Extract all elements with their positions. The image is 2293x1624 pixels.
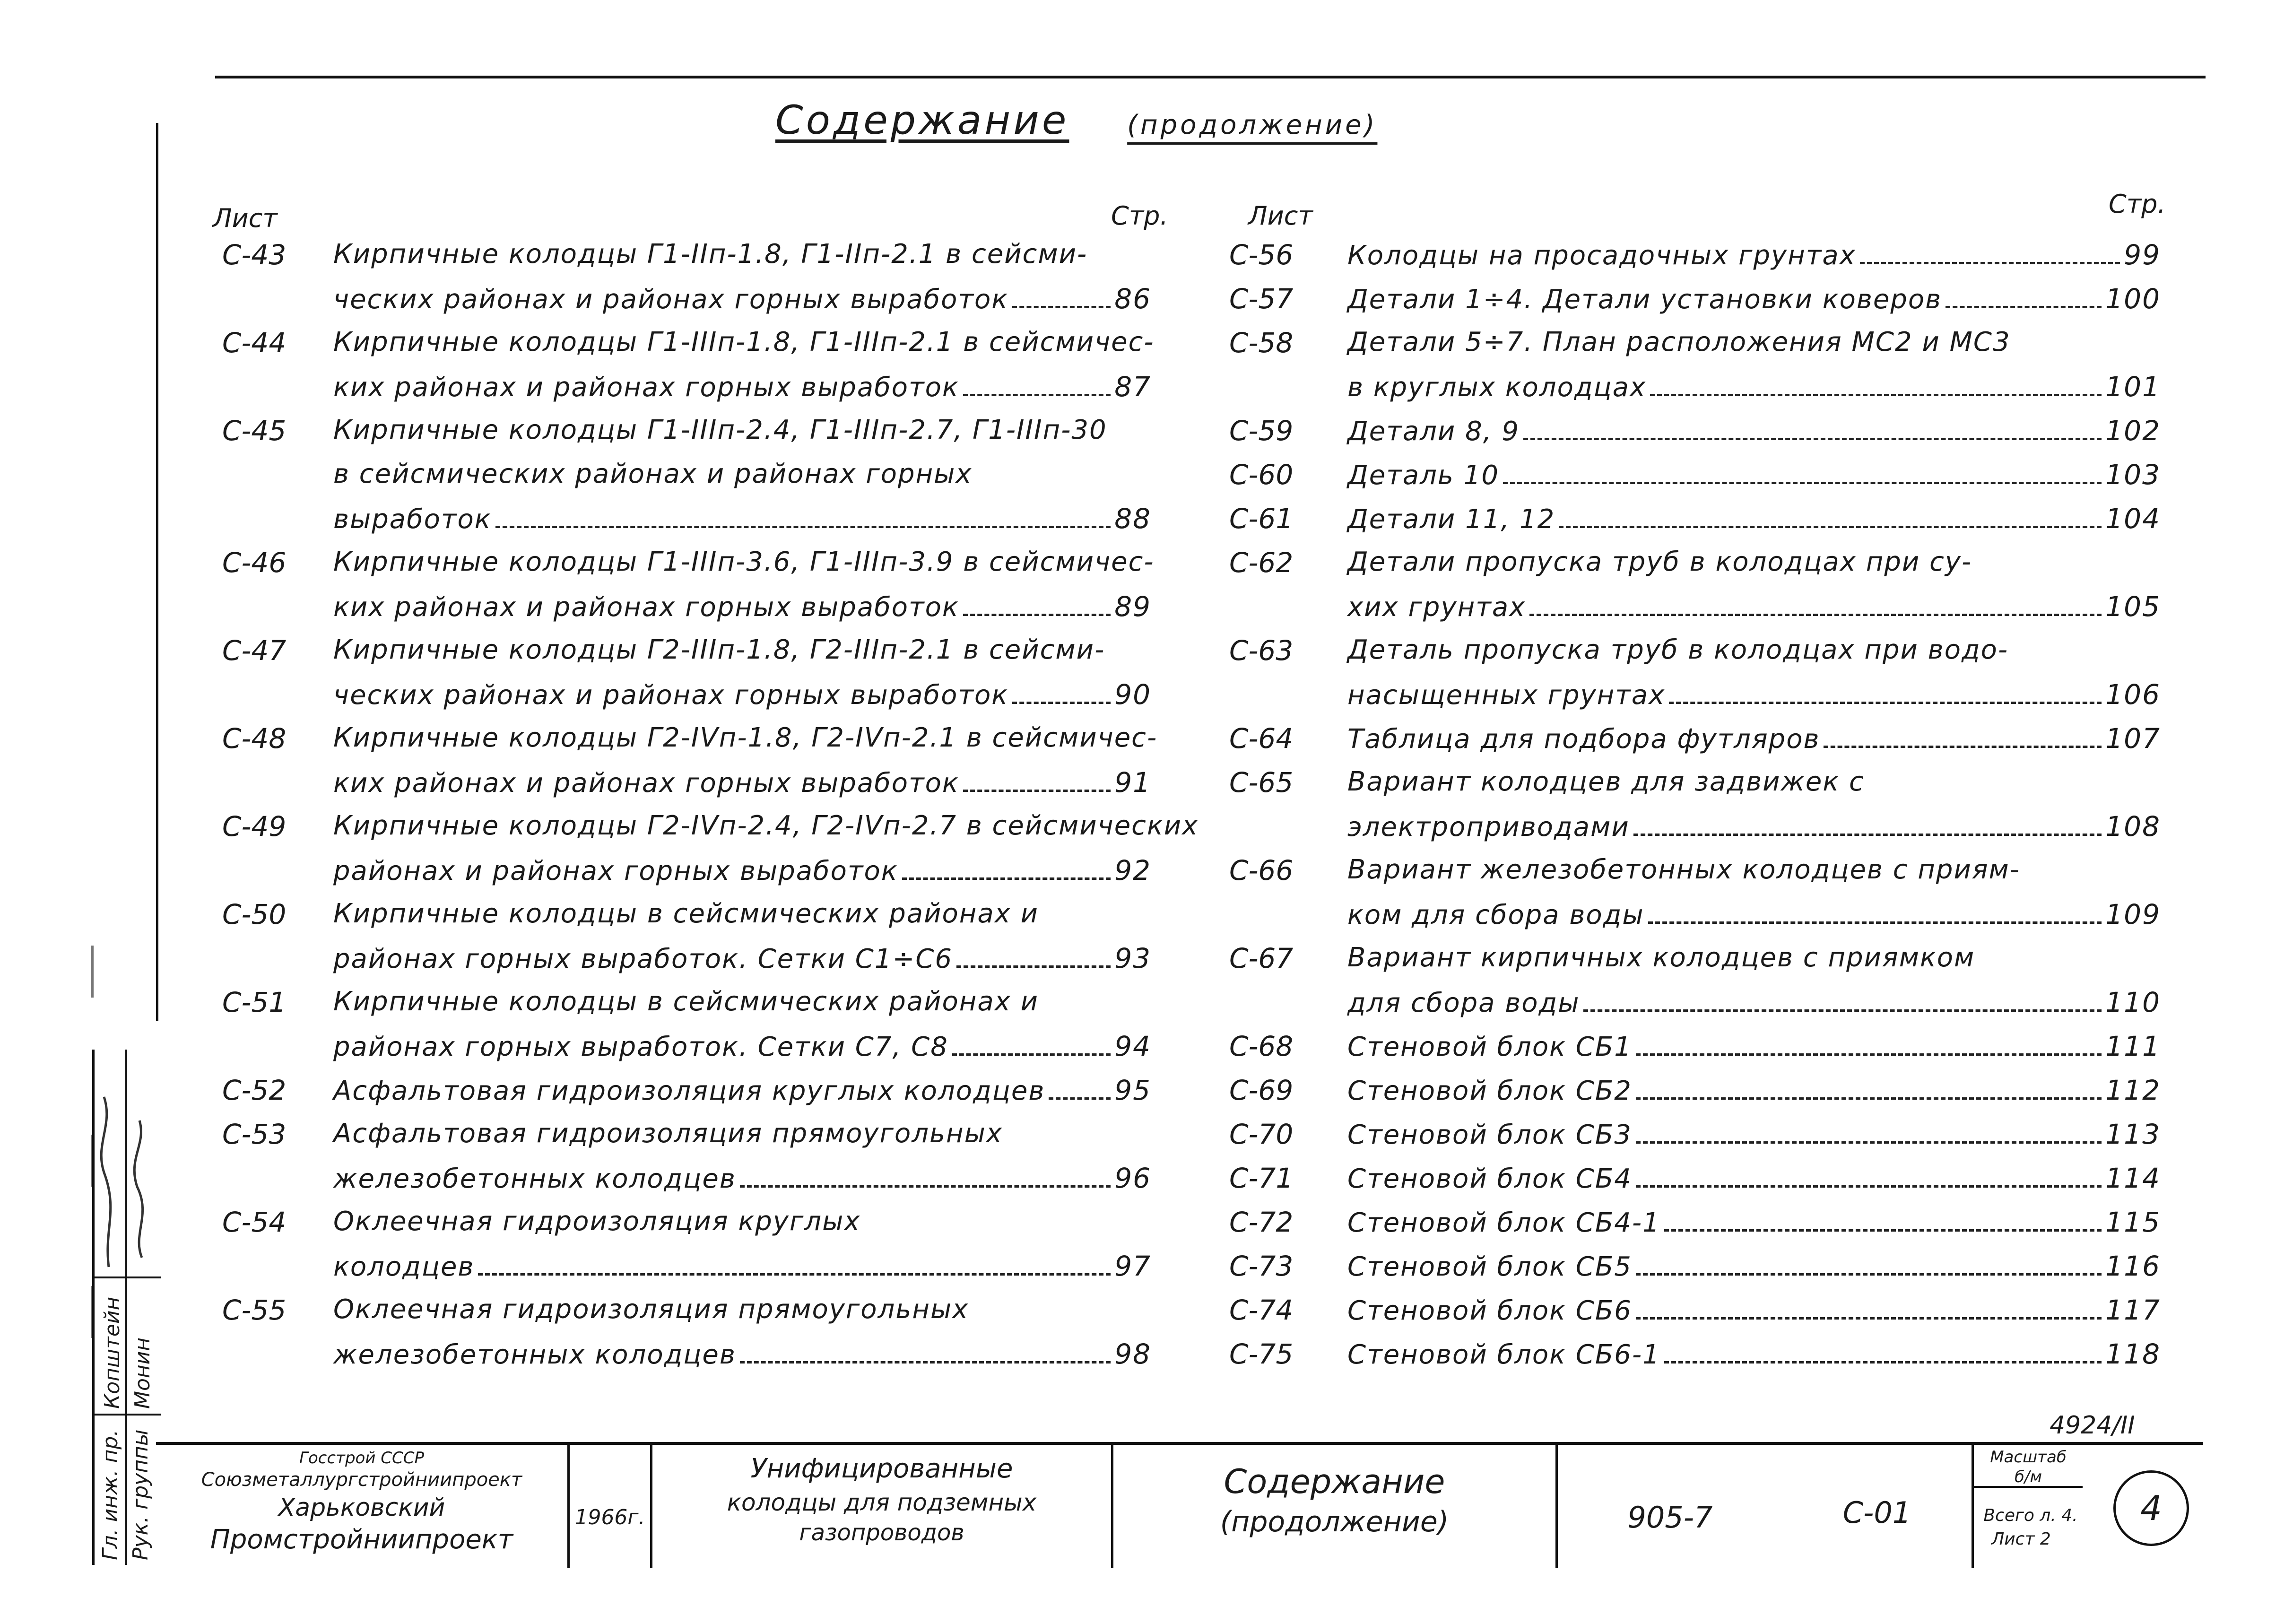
sheet-code: С-73: [1229, 1250, 1294, 1282]
contents-line: [333, 678, 1151, 711]
sheet-code: С-71: [1229, 1162, 1294, 1194]
entry-text: Стеновой блок СБ2: [1347, 1076, 1632, 1106]
contents-line: [1347, 986, 2161, 1018]
header-page-left: Стр.: [1111, 201, 1168, 231]
contents-line: [333, 634, 1151, 665]
contents-line: [333, 547, 1155, 577]
entry-text: районах и районах горных выработок: [333, 856, 898, 886]
sheet-code: С-62: [1229, 547, 1294, 579]
sheet-code: С-57: [1229, 283, 1294, 315]
contents-line: [1347, 1118, 2161, 1150]
entry-text: ческих районах и районах горных выработок: [333, 680, 1009, 711]
project-line-1: Унифицированные: [750, 1453, 1013, 1484]
project-line-3: газопроводов: [799, 1520, 964, 1546]
entry-text: Вариант колодцев для задвижек с: [1347, 766, 1865, 797]
page-ref: 87: [1114, 371, 1151, 403]
title-main: Содержание: [775, 97, 1069, 143]
contents-line: [1347, 1206, 2161, 1238]
entry-text: Оклеечная гидроизоляция прямоугольных: [333, 1294, 969, 1325]
contents-line: [1347, 1250, 2161, 1282]
strip-row-line: [95, 1414, 161, 1416]
contents-line: [1347, 722, 2161, 755]
contents-line: [1347, 1162, 2161, 1194]
leader-dashes: [963, 790, 1111, 792]
contents-line: [333, 1030, 1151, 1062]
contents-line: [1347, 898, 2161, 930]
leader-dashes: [1946, 306, 2102, 308]
page-ref: 114: [2105, 1162, 2161, 1194]
sheet-code: С-67: [1229, 942, 1294, 974]
leader-dashes: [1012, 306, 1111, 308]
role-group-head: Рук. группы: [129, 1429, 153, 1560]
contents-line: [1347, 591, 2161, 623]
entry-text: Кирпичные колодцы Г2-IIIп-1.8, Г2-IIIп-2.1 в сейсми-: [333, 634, 1105, 665]
leader-dashes: [1860, 262, 2120, 264]
project-cell: [650, 1445, 1111, 1568]
org-line-3: Харьковский: [278, 1494, 445, 1522]
leader-dashes: [1636, 1097, 2102, 1100]
entry-text: ком для сбора воды: [1347, 900, 1644, 930]
page-ref: 104: [2105, 503, 2161, 535]
signatures-image: [76, 1078, 161, 1277]
leader-dashes: [1636, 1273, 2102, 1276]
contents-line: [333, 1118, 1151, 1149]
sheet-code: С-69: [1229, 1074, 1294, 1106]
sheet-code: С-61: [1229, 503, 1294, 535]
leader-dashes: [1648, 921, 2102, 924]
entry-text: Стеновой блок СБ6-1: [1347, 1339, 1660, 1370]
page-ref: 92: [1114, 854, 1151, 886]
sheet-code: С-44: [222, 327, 287, 359]
contents-line: [1347, 327, 2161, 357]
name-monin: Монин: [130, 1337, 155, 1409]
leader-dashes: [956, 965, 1111, 968]
contents-line: [333, 459, 1151, 489]
title-block: [156, 1442, 2203, 1568]
page-ref: 107: [2105, 722, 2161, 755]
leader-dashes: [1633, 834, 2102, 836]
contents-line: [333, 766, 1151, 799]
entry-text: колодцев: [333, 1251, 475, 1282]
role-chief-engineer: Гл. инж. пр.: [98, 1429, 122, 1560]
sheet-number: Лист 2: [1991, 1529, 2051, 1549]
contents-line: [333, 986, 1151, 1017]
contents-line: [333, 591, 1151, 623]
entry-text: насыщенных грунтах: [1347, 680, 1666, 711]
sheet-title-cell: [1111, 1445, 1555, 1568]
entry-text: для сбора воды: [1347, 988, 1580, 1018]
entry-text: Стеновой блок СБ6: [1347, 1295, 1632, 1326]
sheet-code: С-55: [222, 1294, 287, 1326]
sheet-code: С-01: [1842, 1495, 1911, 1530]
side-signature-strip: [92, 1050, 158, 1565]
page-ref: 103: [2105, 459, 2161, 491]
page-ref: 115: [2105, 1206, 2161, 1238]
page-ref: 111: [2105, 1030, 2161, 1062]
leader-dashes: [1669, 702, 2102, 704]
contents-line: [1347, 1074, 2161, 1106]
leader-dashes: [495, 526, 1111, 528]
leader-dashes: [740, 1361, 1111, 1363]
sheet-code: С-64: [1229, 722, 1294, 755]
page-ref: 101: [2105, 371, 2161, 403]
project-line-2: колодцы для подземных: [727, 1489, 1037, 1516]
sheet-code: С-75: [1229, 1338, 1294, 1370]
title-sub: (продолжение): [1127, 110, 1378, 140]
sheet-code: С-45: [222, 415, 287, 447]
leader-dashes: [1664, 1361, 2102, 1363]
page-ref: 93: [1114, 942, 1151, 974]
sheet-code: С-72: [1229, 1206, 1294, 1238]
scale-cell: [1972, 1445, 2109, 1568]
entry-text: Деталь пропуска труб в колодцах при водо-: [1347, 634, 2009, 665]
sheet-code: С-48: [222, 722, 287, 755]
org-cell: [156, 1445, 567, 1568]
entry-text: Детали 8, 9: [1347, 416, 1520, 447]
document-number: 4924/II: [2050, 1411, 2135, 1440]
page-ref: 108: [2105, 810, 2161, 842]
page-ref: 89: [1114, 591, 1151, 623]
leader-dashes: [952, 1053, 1111, 1056]
name-kopshtein: Копштейн: [100, 1296, 124, 1409]
entry-text: Кирпичные колодцы Г2-IVп-2.4, Г2-IVп-2.7 в сейсмических: [333, 810, 1199, 841]
header-sheet-right: Лист: [1248, 201, 1313, 231]
leader-dashes: [1636, 1185, 2102, 1188]
sheet-code: С-56: [1229, 239, 1294, 271]
contents-line: [333, 722, 1158, 753]
contents-line: [333, 942, 1151, 974]
series: 905-7: [1627, 1500, 1713, 1535]
binding-tick: [91, 946, 94, 998]
entry-text: ких районах и районах горных выработок: [333, 372, 959, 403]
contents-line: [1347, 634, 2161, 665]
contents-line: [333, 1162, 1151, 1194]
leader-dashes: [963, 394, 1111, 396]
contents-line: [333, 898, 1151, 929]
entry-text: электроприводами: [1347, 812, 1630, 842]
entry-text: ких районах и районах горных выработок: [333, 768, 959, 799]
sheet-code: С-65: [1229, 766, 1294, 799]
sheet-code: С-63: [1229, 634, 1294, 667]
sheet-code: С-53: [222, 1118, 287, 1150]
sheet-code: С-51: [222, 986, 287, 1018]
contents-line: [1347, 547, 2161, 577]
entry-text: Стеновой блок СБ4: [1347, 1164, 1632, 1194]
page-ref: 97: [1114, 1250, 1151, 1282]
leader-dashes: [1503, 482, 2102, 484]
sheet-code: С-58: [1229, 327, 1294, 359]
scale-value: б/м: [1974, 1468, 2083, 1488]
entry-text: железобетонных колодцев: [333, 1164, 736, 1194]
entry-text: Кирпичные колодцы Г1-IIIп-2.4, Г1-IIIп-2.7, Г1-IIIп-30: [333, 415, 1107, 445]
leader-dashes: [1636, 1141, 2102, 1144]
contents-line: [1347, 1294, 2161, 1326]
contents-line: [333, 415, 1151, 445]
sheet-code: С-47: [222, 634, 287, 667]
page-ref: 117: [2105, 1294, 2161, 1326]
org-line-4: Промстройниипроект: [210, 1524, 513, 1555]
sheet-code: С-49: [222, 810, 287, 842]
page-ref: 102: [2105, 415, 2161, 447]
page-ref: 105: [2105, 591, 2161, 623]
leader-dashes: [1012, 702, 1111, 704]
page-ref: 95: [1114, 1074, 1151, 1106]
contents-line: [333, 1294, 1151, 1325]
contents-line: [1347, 854, 2161, 885]
page-ref: 118: [2105, 1338, 2161, 1370]
page-ref: 99: [2124, 239, 2161, 271]
page-ref: 94: [1114, 1030, 1151, 1062]
entry-text: Детали 5÷7. План расположения МС2 и МС3: [1347, 327, 2011, 357]
sheet-code: С-66: [1229, 854, 1294, 886]
sheet-code: С-50: [222, 898, 287, 930]
page-ref: 113: [2105, 1118, 2161, 1150]
entry-text: Стеновой блок СБ5: [1347, 1251, 1632, 1282]
contents-line: [333, 854, 1151, 886]
page-ref: 112: [2105, 1074, 2161, 1106]
entry-text: Стеновой блок СБ4-1: [1347, 1207, 1660, 1238]
contents-line: [1347, 239, 2161, 271]
leader-dashes: [1559, 526, 2102, 528]
contents-line: [333, 327, 1155, 357]
entry-text: Детали 11, 12: [1347, 504, 1555, 535]
leader-dashes: [1636, 1053, 2102, 1056]
contents-line: [333, 371, 1151, 403]
sheet-code: С-68: [1229, 1030, 1294, 1062]
contents-line: [333, 1074, 1151, 1106]
series-cell: [1555, 1445, 1782, 1568]
header-page-right: Стр.: [2109, 189, 2166, 219]
contents-line: [333, 239, 1151, 269]
page-ref: 91: [1114, 766, 1151, 799]
year-cell: [567, 1445, 650, 1568]
contents-line: [1347, 371, 2161, 403]
org-line-2: Союзметаллургстройниипроект: [201, 1469, 522, 1491]
entry-text: Оклеечная гидроизоляция круглых: [333, 1206, 861, 1237]
contents-line: [1347, 942, 2161, 973]
contents-line: [1347, 678, 2161, 711]
sheet-code: С-43: [222, 239, 287, 271]
sheet-title-1: Содержание: [1224, 1462, 1445, 1501]
entry-text: ких районах и районах горных выработок: [333, 592, 959, 623]
entry-text: Стеновой блок СБ3: [1347, 1120, 1632, 1150]
total-sheets: Всего л. 4.: [1983, 1506, 2078, 1525]
leader-dashes: [1650, 394, 2102, 396]
entry-text: Кирпичные колодцы в сейсмических районах и: [333, 986, 1039, 1017]
entry-text: выработок: [333, 504, 492, 535]
contents-line: [1347, 766, 2161, 797]
entry-text: железобетонных колодцев: [333, 1339, 736, 1370]
entry-text: Стеновой блок СБ1: [1347, 1032, 1632, 1062]
header-sheet-left: Лист: [213, 203, 278, 233]
leader-dashes: [1049, 1097, 1111, 1100]
leader-dashes: [963, 614, 1111, 616]
leader-dashes: [740, 1185, 1111, 1188]
sheet-code: С-60: [1229, 459, 1294, 491]
leader-dashes: [1529, 614, 2102, 616]
contents-line: [1347, 503, 2161, 535]
contents-line: [333, 810, 1199, 841]
page-ref: 88: [1114, 503, 1151, 535]
entry-text: Детали пропуска труб в колодцах при су-: [1347, 547, 1972, 577]
leader-dashes: [1664, 1229, 2102, 1232]
page-ref: 96: [1114, 1162, 1151, 1194]
page-ref: 86: [1114, 283, 1151, 315]
contents-line: [333, 1338, 1151, 1370]
org-line-1: Госстрой СССР: [299, 1449, 424, 1468]
page-number-circle: [2113, 1470, 2189, 1546]
leader-dashes: [478, 1273, 1111, 1276]
sheet-code: С-59: [1229, 415, 1294, 447]
sheet-code: С-70: [1229, 1118, 1294, 1150]
entry-text: районах горных выработок. Сетки С7, С8: [333, 1032, 948, 1062]
entry-text: Кирпичные колодцы Г1-IIIп-1.8, Г1-IIIп-2.1 в сейсмичес-: [333, 327, 1155, 357]
sheet-title-2: (продолжение): [1220, 1505, 1449, 1538]
contents-line: [1347, 415, 2161, 447]
page-ref: 100: [2105, 283, 2161, 315]
contents-line: [333, 503, 1151, 535]
sheet-code-cell: [1782, 1445, 1972, 1568]
leader-dashes: [902, 877, 1111, 880]
entry-text: районах горных выработок. Сетки С1÷С6: [333, 944, 953, 974]
entry-text: Колодцы на просадочных грунтах: [1347, 240, 1856, 271]
contents-line: [1347, 1338, 2161, 1370]
page-ref: 106: [2105, 678, 2161, 711]
entry-text: Асфальтовая гидроизоляция прямоугольных: [333, 1118, 1003, 1149]
page-ref: 110: [2105, 986, 2161, 1018]
leader-dashes: [1824, 746, 2102, 748]
entry-text: в круглых колодцах: [1347, 372, 1647, 403]
page-ref: 116: [2105, 1250, 2161, 1282]
entry-text: Таблица для подбора футляров: [1347, 724, 1820, 755]
leader-dashes: [1636, 1317, 2102, 1320]
contents-line: [1347, 810, 2161, 842]
entry-text: ческих районах и районах горных выработок: [333, 284, 1009, 315]
sheet-code: С-52: [222, 1074, 287, 1106]
year: 1966г.: [574, 1505, 645, 1529]
contents-line: [333, 1250, 1151, 1282]
entry-text: Детали 1÷4. Детали установки коверов: [1347, 284, 1942, 315]
entry-text: хих грунтах: [1347, 592, 1526, 623]
entry-text: Асфальтовая гидроизоляция круглых колодцев: [333, 1076, 1045, 1106]
sheet-code: С-54: [222, 1206, 287, 1238]
contents-line: [1347, 283, 2161, 315]
frame-top-line: [215, 76, 2206, 78]
page-number: 4: [2140, 1488, 2162, 1528]
sheet-code: С-74: [1229, 1294, 1294, 1326]
entry-text: Деталь 10: [1347, 460, 1499, 491]
contents-line: [1347, 459, 2161, 491]
leader-dashes: [1523, 438, 2102, 440]
page-ref: 109: [2105, 898, 2161, 930]
contents-line: [1347, 1030, 2161, 1062]
contents-line: [333, 1206, 1151, 1237]
page-title: [775, 97, 1377, 143]
frame-left-line: [156, 123, 158, 1021]
entry-text: Кирпичные колодцы Г2-IVп-1.8, Г2-IVп-2.1 в сейсмичес-: [333, 722, 1158, 753]
page-ref: 98: [1114, 1338, 1151, 1370]
entry-text: Кирпичные колодцы Г1-IIIп-3.6, Г1-IIIп-3.9 в сейсмичес-: [333, 547, 1155, 577]
scale-label: Масштаб: [1990, 1448, 2067, 1467]
entry-text: Кирпичные колодцы Г1-IIп-1.8, Г1-IIп-2.1 в сейсми-: [333, 239, 1088, 269]
entry-text: Вариант кирпичных колодцев с приямком: [1347, 942, 1975, 973]
page-ref: 90: [1114, 678, 1151, 711]
strip-row-line: [95, 1277, 161, 1278]
entry-text: Вариант железобетонных колодцев с приям-: [1347, 854, 2020, 885]
entry-text: в сейсмических районах и районах горных: [333, 459, 973, 489]
entry-text: Кирпичные колодцы в сейсмических районах и: [333, 898, 1039, 929]
sheet-code: С-46: [222, 547, 287, 579]
contents-line: [333, 283, 1151, 315]
leader-dashes: [1583, 1009, 2102, 1012]
